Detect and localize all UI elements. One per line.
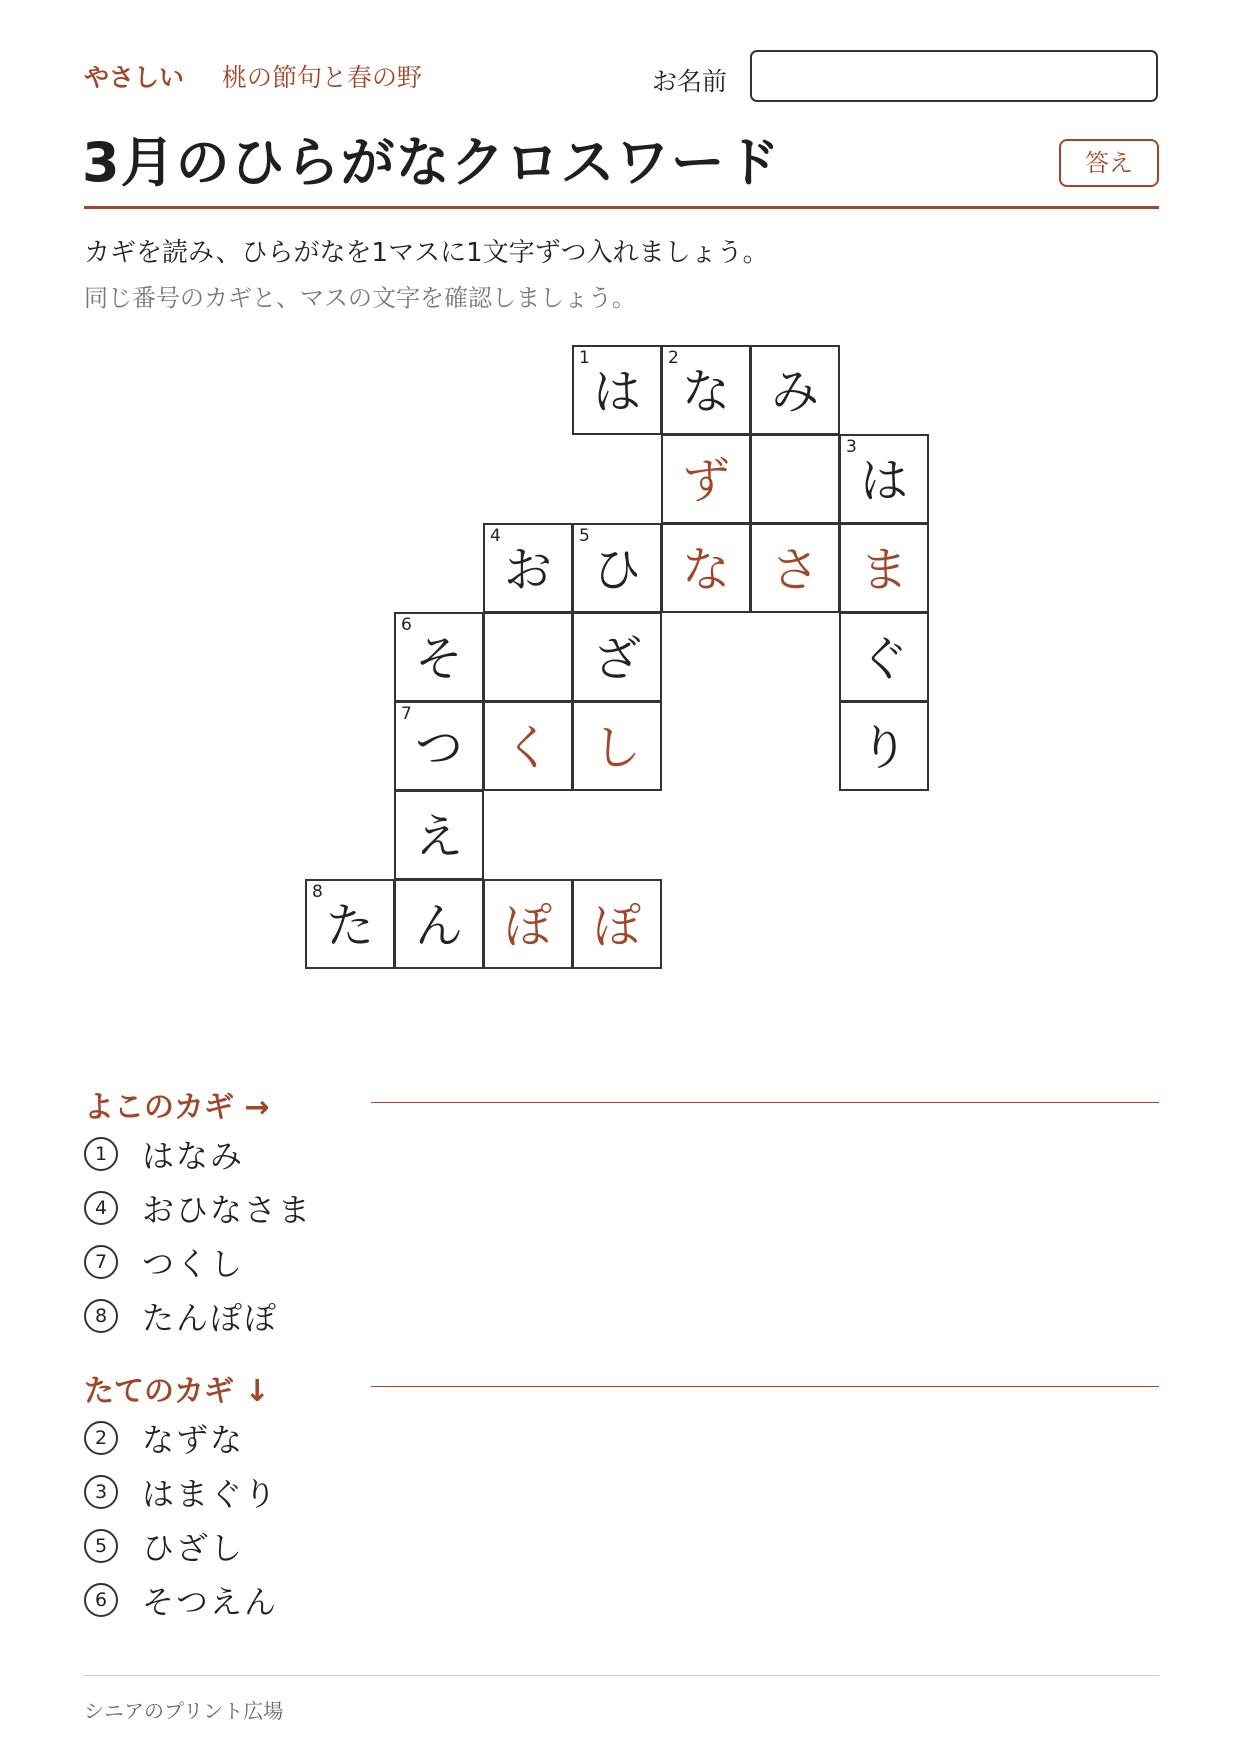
cell-letter: お: [503, 542, 552, 598]
clue-text: たんぽぽ: [142, 1299, 279, 1337]
footer-site: シニアのプリント広場: [84, 1699, 284, 1723]
clue-item: [84, 1131, 244, 1175]
grid-cell[interactable]: [572, 345, 662, 435]
grid-cell[interactable]: [394, 879, 484, 969]
clue-number: 7: [84, 1245, 118, 1279]
clue-item: [84, 1577, 278, 1621]
grid-cell[interactable]: [839, 523, 929, 613]
cell-number: 1: [579, 348, 590, 368]
grid-cell[interactable]: [839, 434, 929, 524]
grid-cell[interactable]: [839, 701, 929, 791]
clue-item: [84, 1523, 244, 1567]
clue-item: [84, 1185, 312, 1229]
instruction-sub: 同じ番号のカギと、マスの文字を確認しましょう。: [84, 284, 636, 312]
clue-text: はなみ: [142, 1137, 245, 1175]
cell-letter: み: [770, 364, 819, 420]
cell-letter: ま: [859, 542, 908, 598]
answer-badge: 答え: [1059, 139, 1159, 187]
grid-cell[interactable]: [750, 434, 840, 524]
theme-label: 桃の節句と春の野: [222, 63, 423, 92]
cell-letter: ん: [414, 898, 463, 954]
clue-number: 3: [84, 1475, 118, 1509]
clue-number: 8: [84, 1299, 118, 1333]
grid-cell[interactable]: [572, 612, 662, 702]
title-rule: [84, 206, 1159, 209]
grid-cell[interactable]: [394, 701, 484, 791]
cell-letter: た: [325, 898, 374, 954]
clue-item: [84, 1415, 244, 1459]
grid-cell[interactable]: [572, 701, 662, 791]
cell-letter: そ: [414, 631, 463, 687]
header-tags: [84, 58, 422, 94]
clue-text: はまぐり: [142, 1475, 279, 1513]
cell-letter: は: [859, 453, 908, 509]
cell-letter: [752, 436, 838, 522]
cell-letter: つ: [414, 720, 463, 776]
grid-cell[interactable]: [394, 790, 484, 880]
clue-text: つくし: [142, 1245, 245, 1283]
cell-letter: ぐ: [859, 631, 908, 687]
grid-cell[interactable]: [750, 345, 840, 435]
grid-cell[interactable]: [483, 523, 573, 613]
page-title: 3月のひらがなクロスワード: [82, 131, 781, 194]
cell-letter: さ: [770, 542, 819, 598]
cell-letter: し: [592, 720, 641, 776]
across-clues-rule: [371, 1102, 1159, 1103]
clue-item: [84, 1469, 278, 1513]
grid-cell[interactable]: [483, 879, 573, 969]
clue-item: [84, 1293, 278, 1337]
cell-letter: り: [859, 720, 908, 776]
cell-letter: [485, 614, 571, 700]
clue-text: ひざし: [142, 1529, 245, 1567]
clue-number: 4: [84, 1191, 118, 1225]
cell-number: 3: [846, 437, 857, 457]
grid-cell[interactable]: [394, 612, 484, 702]
cell-letter: ず: [681, 453, 730, 509]
cell-letter: な: [681, 364, 730, 420]
grid-cell[interactable]: [750, 523, 840, 613]
cell-letter: く: [503, 720, 552, 776]
clue-text: そつえん: [142, 1583, 279, 1621]
clue-number: 2: [84, 1421, 118, 1455]
clue-text: なずな: [142, 1421, 245, 1459]
clue-number: 5: [84, 1529, 118, 1563]
clue-text: おひなさま: [142, 1191, 313, 1229]
grid-cell[interactable]: [572, 523, 662, 613]
cell-letter: え: [414, 809, 463, 865]
cell-letter: ぽ: [592, 898, 641, 954]
cell-letter: ひ: [592, 542, 641, 598]
across-clues-heading: よこのカギ →: [84, 1090, 270, 1125]
cell-letter: は: [592, 364, 641, 420]
cell-letter: ぽ: [503, 898, 552, 954]
name-label: お名前: [652, 67, 728, 96]
grid-cell[interactable]: [661, 523, 751, 613]
footer-rule: [84, 1675, 1159, 1676]
cell-number: 8: [312, 882, 323, 902]
cell-number: 6: [401, 615, 412, 635]
cell-number: 7: [401, 704, 412, 724]
cell-number: 2: [668, 348, 679, 368]
cell-letter: な: [681, 542, 730, 598]
cell-number: 5: [579, 526, 590, 546]
down-clues-heading: たてのカギ ↓: [84, 1374, 270, 1409]
instruction-main: カギを読み、ひらがなを1マスに1文字ずつ入れましょう。: [84, 238, 769, 268]
grid-cell[interactable]: [839, 612, 929, 702]
clue-number: 6: [84, 1583, 118, 1617]
grid-cell[interactable]: [572, 879, 662, 969]
level-label: やさしい: [84, 63, 185, 92]
grid-cell[interactable]: [305, 879, 395, 969]
cell-letter: ざ: [592, 631, 641, 687]
clue-number: 1: [84, 1137, 118, 1171]
grid-cell[interactable]: [661, 345, 751, 435]
grid-cell[interactable]: [483, 701, 573, 791]
grid-cell[interactable]: [661, 434, 751, 524]
cell-number: 4: [490, 526, 501, 546]
name-field[interactable]: [750, 50, 1158, 102]
grid-cell[interactable]: [483, 612, 573, 702]
clue-item: [84, 1239, 244, 1283]
down-clues-rule: [371, 1386, 1159, 1387]
